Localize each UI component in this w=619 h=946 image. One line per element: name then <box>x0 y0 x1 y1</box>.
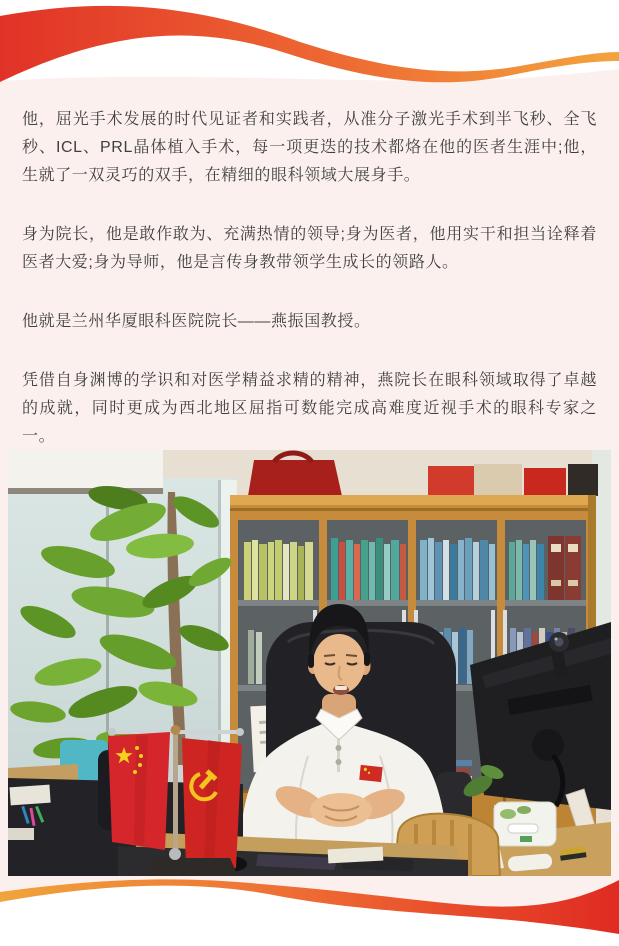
top-wave-decoration <box>0 0 619 100</box>
paragraph-4: 凭借自身渊博的学识和对医学精益求精的精神，燕院长在眼科领域取得了卓越的成就，同时更成为西北地区屈指可数能完成高难度近视手术的眼科专家之一。 <box>22 372 597 445</box>
national-flag <box>108 732 170 850</box>
paragraph-1: 他，屈光手术发展的时代见证者和实践者，从准分子激光手术到半飞秒、全飞秒、ICL、PRL晶体植入手术，每一项更迭的技术都烙在他的医者生涯中;他，生就了一双灵巧的双手，在精细的眼科领域大展身手。 <box>22 111 597 184</box>
paragraph-2: 身为院长，他是敢作敢为、充满热情的领导;身为医者，他用实干和担当诠释着医者大爱;身为导师，他是言传身教带领学生成长的领路人。 <box>22 226 597 271</box>
office-photo <box>8 450 611 876</box>
article-body <box>22 106 597 482</box>
party-flag <box>182 738 242 870</box>
bottom-wave-decoration <box>0 876 619 946</box>
paragraph-3: 他就是兰州华厦眼科医院院长——燕振国教授。 <box>22 313 371 330</box>
